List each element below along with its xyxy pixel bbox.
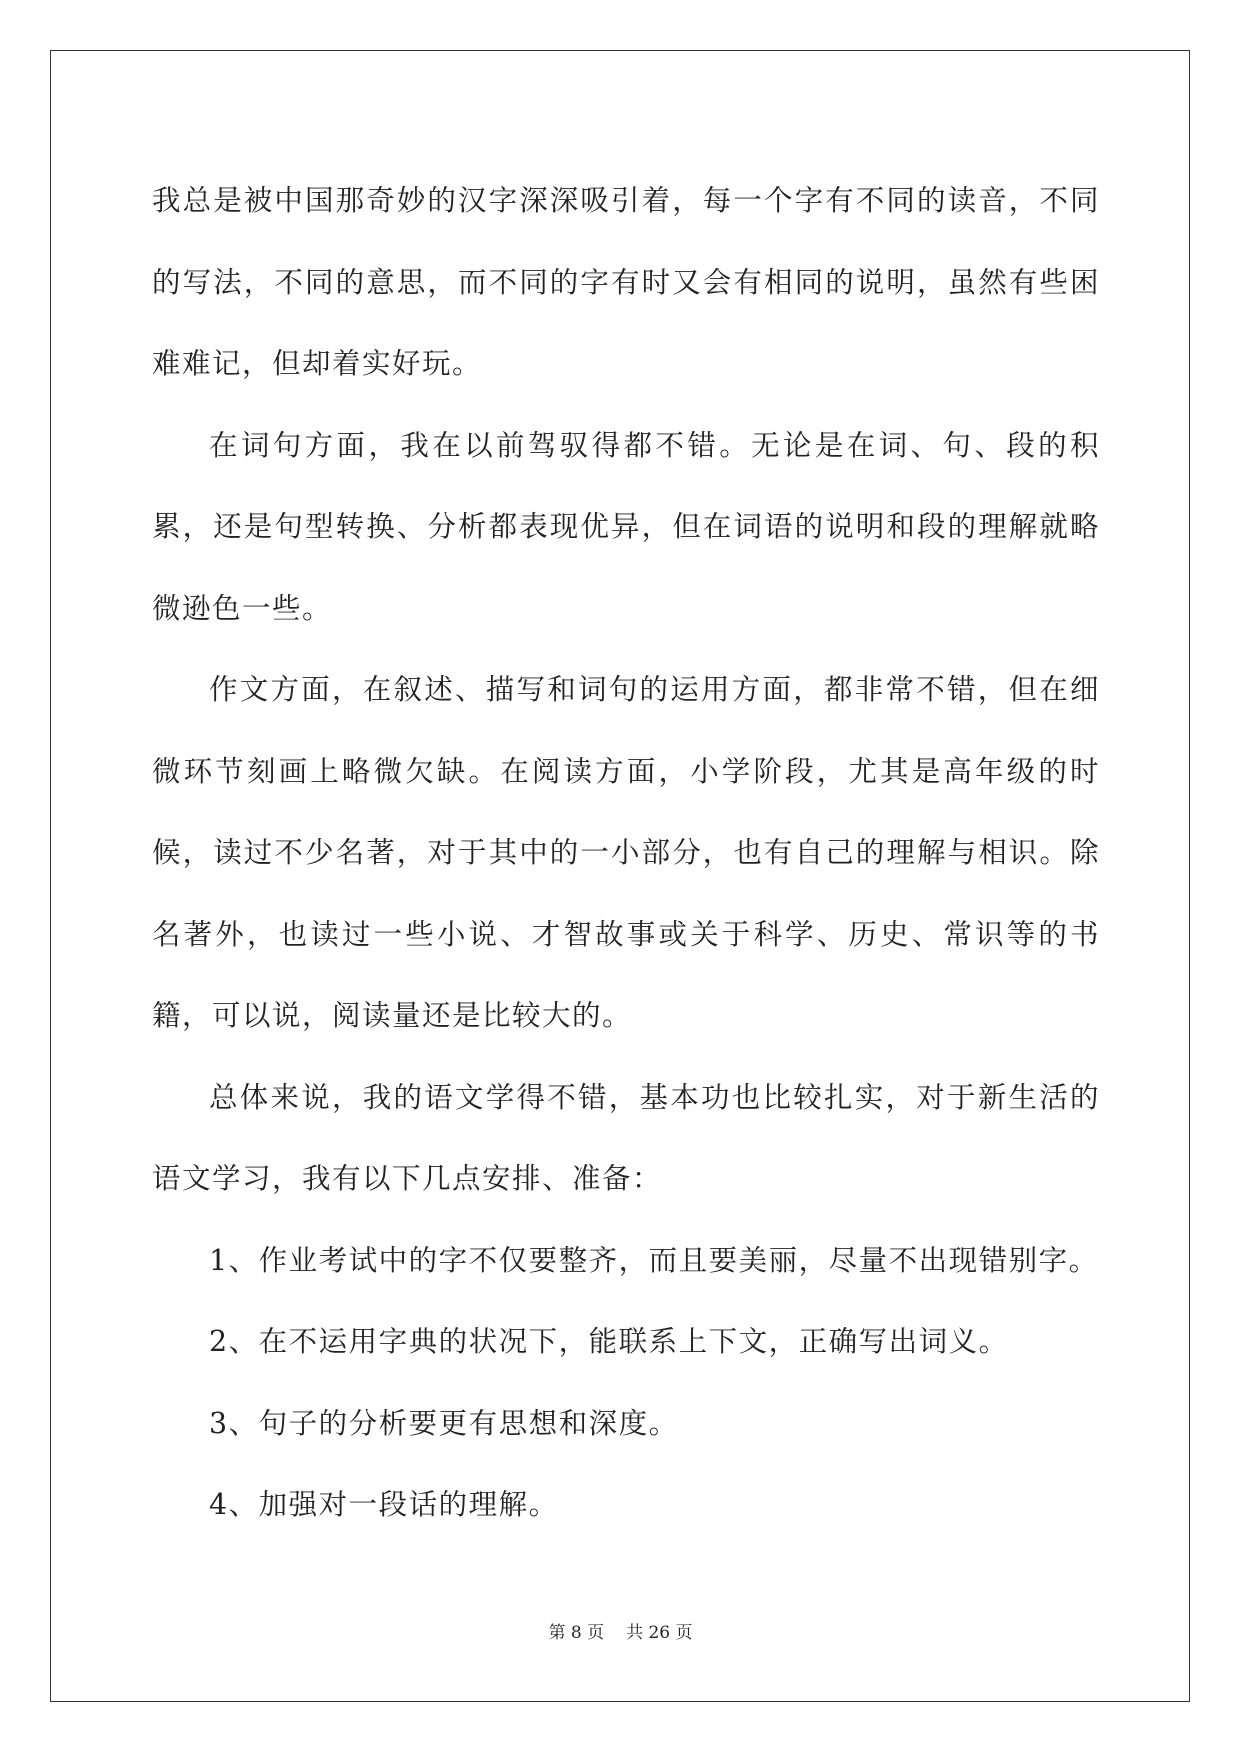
page-total: 共 26 页 (626, 1623, 693, 1643)
paragraph-2: 在词句方面，我在以前驾驭得都不错。无论是在词、句、段的积累，还是句型转换、分析都表现优异，但在词语的说明和段的理解就略微逊色一些。 (152, 428, 1100, 625)
list-item-1: 1、作业考试中的字不仅要整齐，而且要美丽，尽量不出现错别字。 (209, 1243, 1099, 1277)
page-footer (0, 1618, 1241, 1643)
page-number: 第 8 页 (548, 1623, 605, 1643)
paragraph-1: 我总是被中国那奇妙的汉字深深吸引着，每一个字有不同的读音，不同的写法，不同的意思，而不同的字有时又会有相同的说明，虽然有些困难难记，但却着实好玩。 (152, 184, 1100, 380)
list-item-2: 2、在不运用字典的状况下，能联系上下文，正确写出词义。 (209, 1325, 1009, 1358)
list-item-3: 3、句子的分析要更有思想和深度。 (209, 1406, 679, 1440)
paragraph-4: 总体来说，我的语文学得不错，基本功也比较扎实，对于新生活的语文学习，我有以下几点安排、准备： (152, 1080, 1100, 1195)
paragraph-3: 作文方面，在叙述、描写和词句的运用方面，都非常不错，但在细微环节刻画上略微欠缺。在阅读方面，小学阶段，尤其是高年级的时候，读过不少名著，对于其中的一小部分，也有自己的理解与相识。除名著外，也读过一些小说、才智故事或关于科学、历史、常识等的书籍，可以说，阅读量还是比较大的。 (152, 673, 1100, 1032)
list-item-4: 4、加强对一段话的理解。 (209, 1488, 559, 1521)
document-body (152, 160, 1100, 1546)
